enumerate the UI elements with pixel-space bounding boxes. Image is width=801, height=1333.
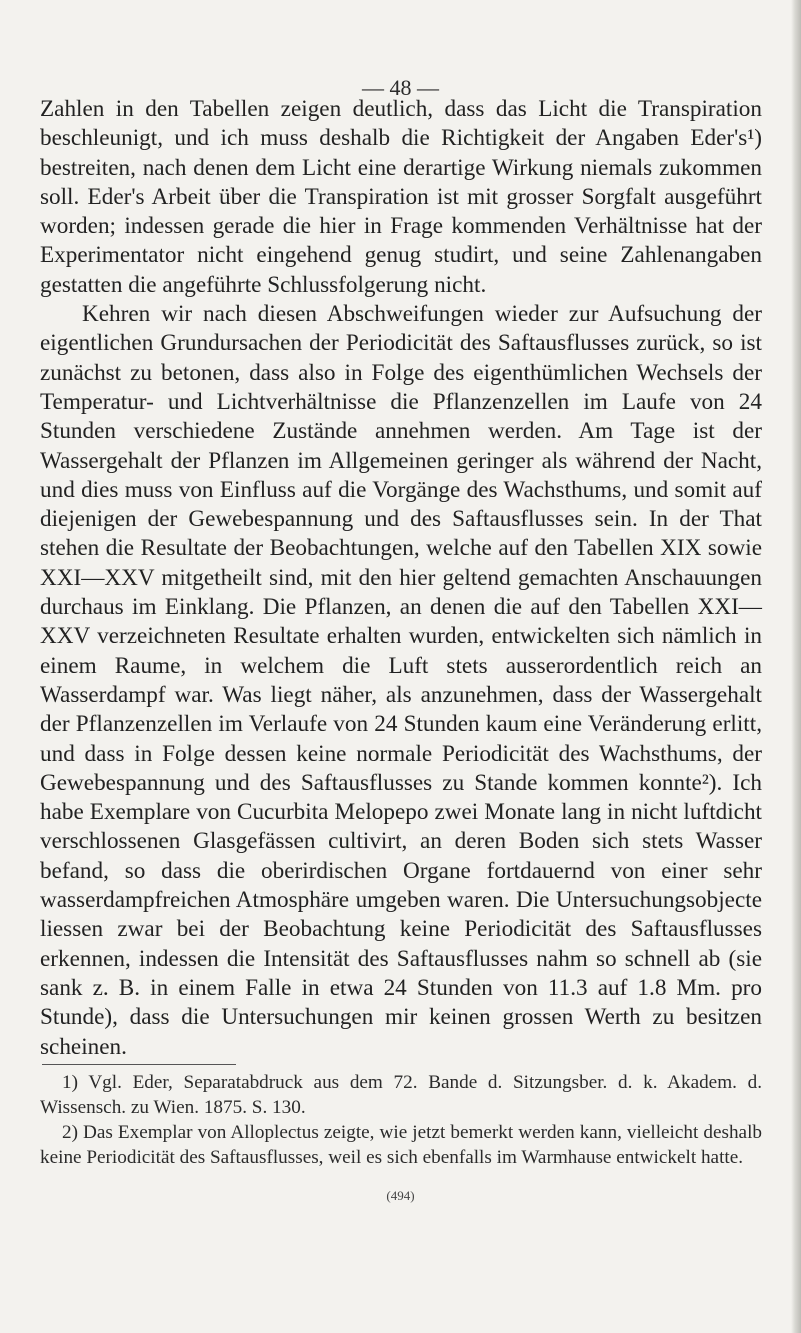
page-id: (494) xyxy=(386,1188,415,1203)
page-edge-shadow xyxy=(791,0,801,1333)
paragraph-2: Kehren wir nach diesen Abschweifungen wieder zur Aufsuchung der eigentlichen Grundursachen der Periodicität des Saftausflusses zurück, so ist zunächst zu betonen, dass also in Folge des eigenthümlichen Wechsels der Temperatur- und Lichtverhältnisse die Pflanzenzellen im Laufe von 24 Stunden verschiedene Zustände annehmen werden. Am Tage ist der Wassergehalt der Pflanzen im Allgemeinen geringer als während der Nacht, und dies muss von Einfluss auf die Vorgänge des Wachsthums, und somit auf diejenigen der Gewebespannung und des Saftausflusses sein. In der That stehen die Resultate der Beobachtungen, welche auf den Tabellen XIX sowie XXI—XXV mitgetheilt sind, mit den hier geltend gemachten Anschauungen durchaus im Einklang. Die Pflanzen, an denen die auf den Tabellen XXI—XXV verzeichneten Resultate erhalten wurden, entwickelten sich nämlich in einem Raume, in welchem die Luft stets ausserordentlich reich an Wasserdampf war. Was liegt näher, als anzunehmen, dass der Wassergehalt der Pflanzenzellen im Verlaufe von 24 Stunden kaum eine Veränderung erlitt, und dass in Folge dessen keine normale Periodicität des Wachsthums, der Gewebespannung und des Saftausflusses zu Stande kommen konnte²). Ich habe Exemplare von Cucurbita Melopepo zwei Monate lang in nicht luftdicht verschlossenen Glasgefässen cultivirt, an deren Boden sich stets Wasser befand, so dass die oberirdischen Organe fortdauernd von einer sehr wasserdampfreichen Atmosphäre umgeben waren. Die Untersuchungsobjecte liessen zwar bei der Beobachtung keine Periodicität des Saftausflusses erkennen, indessen die Intensität des Saftausflusses nahm so schnell ab (sie sank z. B. in einem Falle in etwa 24 Stunden von 11.3 auf 1.8 Mm. pro Stunde), dass die Untersuchungen mir keinen grossen Werth zu besitzen scheinen. xyxy=(40,301,762,1060)
footnote-separator xyxy=(42,1064,236,1065)
page-number: — 48 — xyxy=(362,75,439,100)
footnote-2: 2) Das Exemplar von Alloplectus zeigte, wie jetzt bemerkt werden kann, vielleicht deshalb keine Periodicität des Saftausflusses, weil es sich ebenfalls im Warmhause entwickelt hatte. xyxy=(40,1122,762,1168)
body-text xyxy=(40,95,762,1062)
footnotes xyxy=(40,1070,762,1170)
footnote-1: 1) Vgl. Eder, Separatabdruck aus dem 72. Bande d. Sitzungsber. d. k. Akadem. d. Wissensch. zu Wien. 1875. S. 130. xyxy=(40,1072,762,1118)
paragraph-1: Zahlen in den Tabellen zeigen deutlich, dass das Licht die Transpiration beschleunigt, und ich muss deshalb die Richtigkeit der Angaben Eder's¹) bestreiten, nach denen dem Licht eine derartige Wirkung niemals zukommen soll. Eder's Arbeit über die Transpiration ist mit grosser Sorgfalt ausgeführt worden; indessen gerade die hier in Frage kommenden Verhältnisse hat der Experimentator nicht eingehend genug studirt, und seine Zahlenangaben gestatten die angeführte Schlussfolgerung nicht. xyxy=(40,96,762,298)
